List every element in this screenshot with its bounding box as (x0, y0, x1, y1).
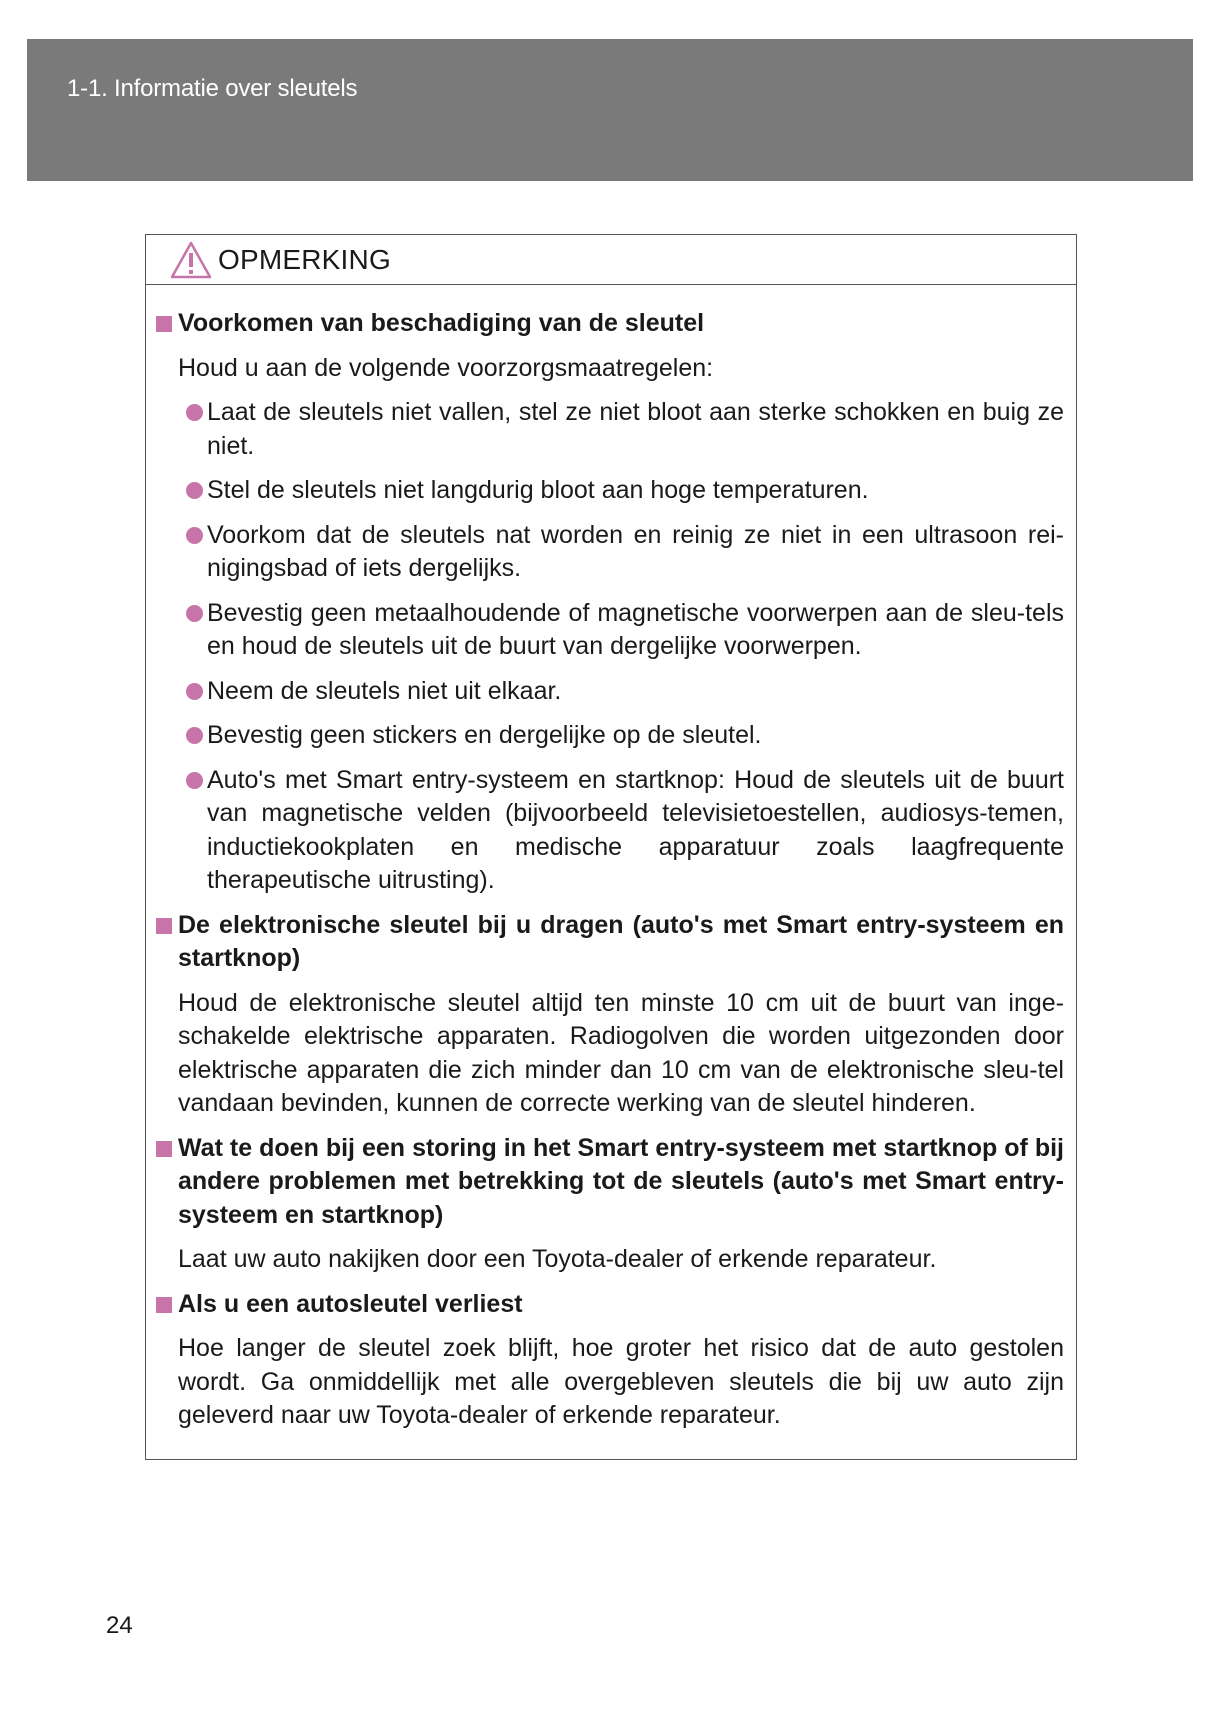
section-intro: Houd u aan de volgende voorzorgsmaatregelen: (178, 353, 714, 382)
warning-triangle-icon (170, 241, 212, 279)
list-item: Voorkom dat de sleutels nat worden en reinig ze niet in een ultrasoon rei-nigingsbad of iets dergelijks. (154, 519, 1064, 586)
notice-header (146, 235, 1076, 285)
round-bullet-icon (186, 605, 203, 622)
list-item: Stel de sleutels niet langdurig bloot aan hoge temperaturen. (154, 474, 1064, 508)
list-item: Neem de sleutels niet uit elkaar. (154, 675, 1064, 709)
round-bullet-icon (186, 727, 203, 744)
square-bullet-icon (156, 1297, 172, 1313)
list-item: Laat de sleutels niet vallen, stel ze niet bloot aan sterke schokken en buig ze niet. (154, 396, 1064, 463)
square-bullet-icon (156, 918, 172, 934)
chapter-header (27, 39, 1193, 181)
section-text: Laat uw auto nakijken door een Toyota-dealer of erkende reparateur. (178, 1245, 937, 1273)
square-bullet-icon (156, 316, 172, 332)
list-item: Bevestig geen stickers en dergelijke op de sleutel. (154, 719, 1064, 753)
round-bullet-icon (186, 482, 203, 499)
section-title: Wat te doen bij een storing in het Smart entry-systeem met startknop of bij andere problemen met betrekking tot de sleutels (auto's met Smart entry-systeem en startknop) (154, 1132, 1064, 1233)
section-text: Hoe langer de sleutel zoek blijft, hoe groter het risico dat de auto gestolen wordt. Ga onmiddellijk met alle overgebleven sleutels die bij uw auto zijn geleverd naar uw Toyota-dealer of erkende reparateur. (178, 1334, 1064, 1429)
section-title: Als u een autosleutel verliest (154, 1288, 1064, 1322)
round-bullet-icon (186, 404, 203, 421)
list-item: Auto's met Smart entry-systeem en startknop: Houd de sleutels uit de buurt van magnetische velden (bijvoorbeeld televisietoestellen, audiosys-temen, inductiekookplaten en medische apparatuur zoals laagfrequente therapeutische uitrusting). (154, 764, 1064, 898)
notice-title: OPMERKING (218, 243, 391, 275)
square-bullet-icon (156, 1141, 172, 1157)
section-title: Voorkomen van beschadiging van de sleutel (154, 307, 1064, 341)
round-bullet-icon (186, 772, 203, 789)
list-item: Bevestig geen metaalhoudende of magnetische voorwerpen aan de sleu-tels en houd de sleutels uit de buurt van dergelijke voorwerpen. (154, 597, 1064, 664)
chapter-title: 1-1. Informatie over sleutels (67, 75, 358, 102)
notice-body (146, 285, 1076, 1433)
round-bullet-icon (186, 683, 203, 700)
section-text: Houd de elektronische sleutel altijd ten minste 10 cm uit de buurt van inge-schakelde elektrische apparaten. Radiogolven die worden uitgezonden door elektrische apparaten die zich minder dan 10 cm van de elektronische sleu-tel vandaan bevinden, kunnen de correcte werking van de sleutel hinderen. (178, 988, 1064, 1117)
round-bullet-icon (186, 527, 203, 544)
page-number: 24 (106, 1612, 133, 1639)
notice-box (145, 234, 1077, 1460)
section-title: De elektronische sleutel bij u dragen (auto's met Smart entry-systeem en startknop) (154, 909, 1064, 976)
